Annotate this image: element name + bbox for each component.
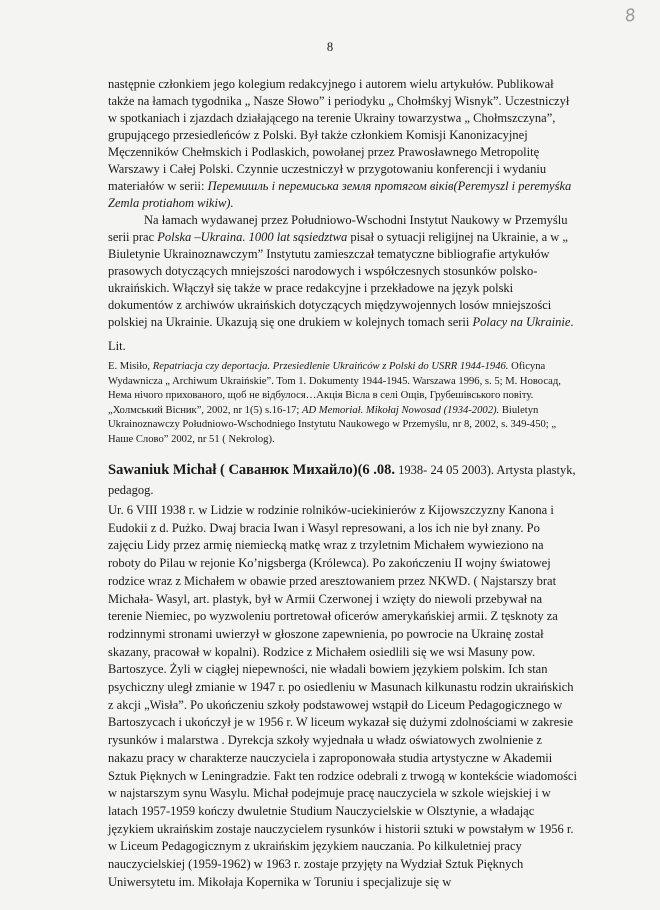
paragraph-2-title-a: Polska –Ukraina. 1000 lat sąsiedztwa (157, 230, 348, 244)
page-number: 8 (326, 40, 334, 54)
biography-text: Ur. 6 VIII 1938 r. w Lidzie w rodzinie rolników-uciekinierów z Kijowszczyzny Kanona i Eudokii z d. Pużko. Dwaj bracia Iwan i Wasyl represowani, a los ich nie był znany. Po zajęciu Lidy przez armię niemiecką matkę wraz z trzyletnim Michałem wywieziono na roboty do Pilau w rejonie Ko’nigsberga (Królewca). Po zakończeniu II wojny światowej rodzice wraz z Michałem w obawie przed aresztowaniem przez NKWD. ( Najstarszy brat Michała- Wasyl, art. plastyk, był w Armii Czerwonej i wzięty do niewoli przebywał na terenie Niemiec, po wyzwoleniu portretował oficerów amerykańskiej armii. Z tęsknoty za rodzinnymi stronami uwierzył w głoszone zapewnienia, po powrocie na Ukrainę został skazany, pracował w kopalni). Rodzice z Michałem osiedlili się we wsi Masuny pow. Bartoszyce. Żyli w ciągłej niepewności, nie władali bowiem językiem polskim. Ich stan psychiczny uległ zmianie w 1947 r. po osiedleniu w Masunach kilkunastu rodzin ukraińskich z akcji „Wisła”. Po ukończeniu szkoły podstawowej wstąpił do Liceum Pedagogicznego w Bartoszycach i ukończył je w 1956 r. W liceum wykazał się dużymi zdolnościami w zakresie rysunków i malarstwa . Dyrekcja szkoły wyjednała u władz oświatowych zwolnienie z nakazu pracy w charakterze nauczyciela i zaproponowała studia artystyczne w Akademii Sztuk Pięknych w Leningradzie. Fakt ten rodzice odebrali z trwogą w kontekście wiadomości w najstarszym synu Wasylu. Michał podejmuje pracę nauczyciela w szkole wiejskiej i w latach 1957-1959 kończy dwuletnie Studium Nauczycielskie w Olsztynie, a władając językiem ukraińskim zostaje nauczycielem rysunków i historii sztuki w powstałym w 1956 r. w Liceum Pedagogicznym z ukraińskim językiem nauczania. Po kilkuletniej pracy nauczycielskiej (1959-1962) w 1963 r. zostaje przyjęty na Wydział Sztuk Pięknych Uniwersytetu im. Mikołaja Kopernika w Toruniu i specjalizuje się w (108, 503, 577, 889)
literature-label: Lit. (108, 339, 126, 353)
paragraph-1-text: następnie członkiem jego kolegium redakcyjnego i autorem wielu artykułów. Publikował także na łamach tygodnika „ Nasze Słowo” i periodyku „ Chołmśkyj Wisnyk”. Uczestniczył w spotkaniach i zjazdach działającego na terenie Ukrainy towarzystwa „ Chołmszczyna”, grupującego przesiedleńców z Polski. Był także członkiem Komisji Kanonizacyjnej Męczenników Chełmskich i Podlaskich, powołanej przez Prawosławnego Metropolitę Warszawy i Całej Polski. Czynnie uczestniczył w przygotowaniu konferencji i wydaniu materiałów w serii: (108, 77, 570, 193)
handwritten-page-number: 8 (623, 5, 638, 27)
ref-title-1: Repatriacja czy deportacja. Przesiedlenie Ukraińców z Polski do USRR 1944-1946. (152, 361, 509, 372)
entry-heading (108, 460, 578, 500)
entry-name: Sawaniuk Michał ( Саванюк Михайло)(6 .08. (108, 462, 396, 478)
paragraph-2-text-a: Na łamach wydawanej przez Południowo-Wschodni Instytut Naukowy w Przemyślu serii prac (108, 213, 568, 244)
paragraph-2 (108, 212, 578, 331)
references (108, 360, 578, 448)
ref-text-2: Oficyna Wydawnicza „ Archiwum Ukraińskie”. Tom 1. Dokumenty 1944-1945. Warszawa 1996, s. 5; М. Новосад, Нема нічого прихованого, щоб не відбулося…Акція Вісла в селі Ощів, Грубешівського повіту. „Холмський Вісник”, 2002, nr 1(5) s.16-17; (108, 361, 561, 416)
ref-text-3: Biuletyn Ukrainoznawczy Południowo-Wschodniego Instytutu Naukowego w Przemyślu, nr 8, 2002, s. 349-450; „ Наше Слово” 2002, nr 51 ( Nekrolog). (108, 404, 557, 445)
ref-title-2: AD Memoriał. Mikołaj Nowosad (1934-2002). (302, 404, 500, 416)
paragraph-2-text-b: pisał o sytuacji religijnej na Ukrainie, a w „ Biuletynie Ukrainoznawczym” Instytutu zamieszczał tematyczne bibliografie artykułów prasowych dotyczących mniejszości narodowych i współczesnych stosunków polsko-ukraińskich. Włączył się także w prace redakcyjne i przekładowe na język polski dokumentów z archiwów ukraińskich dotyczących międzywojennych losów mniejszości polskiej na Ukrainie. Ukazują się one drukiem w kolejnych tomach serii (108, 230, 568, 329)
ref-author: E. Misiło, (108, 361, 153, 372)
paragraph-2-text-c: . (570, 315, 574, 329)
entry-dates-role: 1938- 24 05 2003). Artysta plastyk, pedagog. (108, 463, 576, 497)
paragraph-1 (108, 76, 578, 212)
paragraph-1-series-title: Перемишль і перемиська земля протягом віків(Peremyszl i peremyśka Zemla protiahom wikiw). (108, 179, 572, 210)
paragraph-2-title-b: Polacy na Ukrainie (472, 315, 571, 329)
